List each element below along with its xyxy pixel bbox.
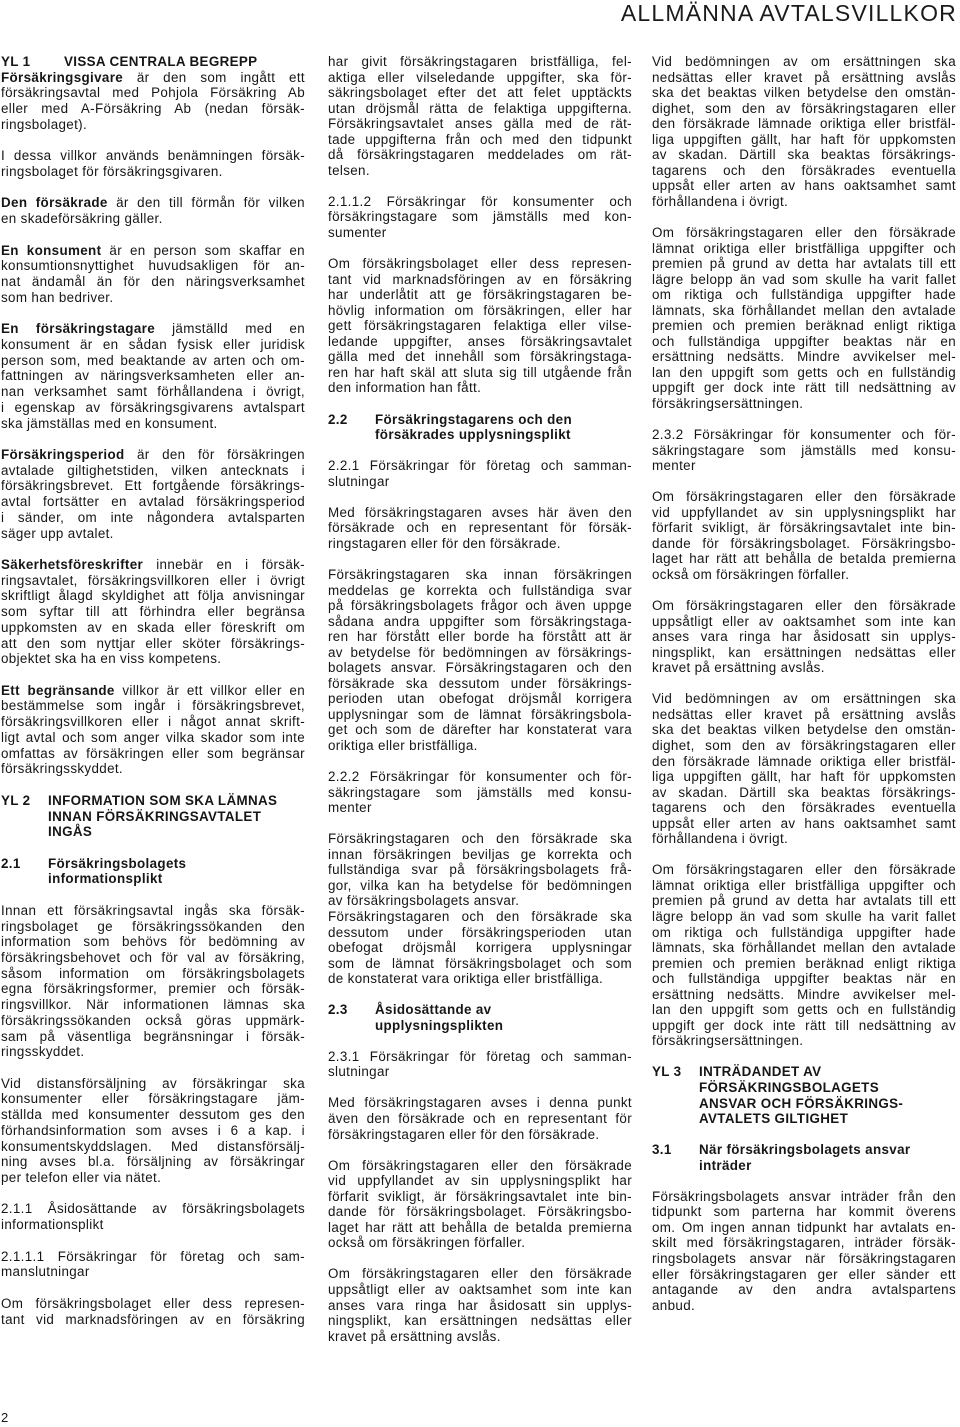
paragraph-line: på försäkringsbolagets frågor och även uppge: [328, 598, 632, 614]
paragraph-line: Vid bedömningen av om ersättningen ska: [652, 54, 956, 69]
paragraph-line: tade uppgifterna från och med den tidpunkt: [328, 131, 632, 147]
paragraph-line: i egenskap av försäkringsgivarens avtalspart: [1, 399, 305, 415]
paragraph-line: tant vid marknadsföringen av en försäkring: [1, 1311, 305, 1327]
paragraph-line: objektet ska ha en viss kompetens.: [1, 651, 222, 667]
paragraph-line: lämnats, ska förhållandet mellan den avtalade: [652, 940, 956, 956]
paragraph-line: avtal fortsätter en avtalad försäkringsperiod: [1, 494, 305, 510]
paragraph: [1, 447, 305, 541]
paragraph-line: sumenter: [328, 225, 387, 240]
paragraph: [1, 1249, 305, 1280]
paragraph: [652, 427, 956, 474]
section-title: [699, 1064, 956, 1126]
paragraph-line: och fullständiga uppgifter beaktas när en: [652, 333, 956, 349]
paragraph-line: [1, 321, 305, 337]
paragraph-line: ska det beaktas vilken betydelse den omstän-: [652, 85, 956, 101]
paragraph-line: som han bedriver.: [1, 289, 114, 305]
paragraph: [328, 458, 632, 489]
paragraph-line: säkringstagare som jämställs med konsu-: [328, 784, 632, 800]
paragraph-line: uppgift ger dock inte rätt till nedsättning av: [652, 380, 956, 396]
paragraph-line: förhållandena i övrigt.: [652, 193, 789, 209]
paragraph-line: ska jämställas med en konsument.: [1, 415, 218, 431]
paragraph-line: försäkrade ska dessutom under försäkrings-: [328, 675, 632, 691]
paragraph-line: ning avses bl.a. försäljning av försäkringar: [1, 1154, 305, 1170]
paragraph-line: ersättning nedsätts. Mindre avvikelser mel-: [652, 986, 956, 1002]
paragraph-line: I dessa villkor används benämningen försäk-: [1, 148, 305, 164]
paragraph-line: per telefon eller via nätet.: [1, 1170, 162, 1186]
paragraph: [328, 505, 632, 552]
paragraph: [652, 225, 956, 412]
paragraph-line: obefogat dröjsmål korrigera upplysningar: [328, 940, 632, 956]
section-title-line: FÖRSÄKRINGSBOLAGETS: [699, 1079, 879, 1095]
paragraph-line: förfarit svikligt, är försäkringsavtalet inte bin-: [652, 520, 956, 536]
paragraph-line: hövlig information om försäkringen, eller har: [328, 302, 632, 318]
section-title: [64, 54, 305, 70]
paragraph-line: dande för försäkringsbolaget. Försäkringsbo-: [328, 1204, 632, 1220]
section-title-line: INGÅS: [48, 824, 93, 840]
paragraph-line: konsumtionsnyttighet huvudsakligen för an-: [1, 258, 305, 274]
defined-term: En konsument: [1, 242, 102, 258]
paragraph-line: aktiga eller vilseledande uppgifter, ska för-: [328, 69, 632, 85]
section-number: YL 3: [652, 1064, 682, 1080]
text-column-middle: [328, 54, 632, 1360]
paragraph-line: Försäkringstagaren ska innan försäkringen: [328, 566, 632, 582]
paragraph-line: Om försäkringstagaren eller den försäkrade: [652, 862, 956, 878]
paragraph-line: försäkrade och en representant för försäk-: [328, 520, 632, 536]
paragraph-line: uppsåt eller arten av hans oaktsamhet samt: [652, 178, 956, 194]
paragraph-line: förfarit svikligt, är försäkringsavtalet inte bin-: [328, 1188, 632, 1204]
paragraph-line: nedsättas eller kravet på ersättning avslås: [652, 706, 956, 722]
paragraph-line: Försäkringstagaren och den försäkrade ska: [328, 908, 632, 924]
paragraph-line: Vid bedömningen av om ersättningen ska: [652, 691, 956, 707]
paragraph-line: upplysningar som de lämnat försäkringsbola-: [328, 706, 632, 722]
paragraph-line: antagande av den andra avtalspartens: [652, 1282, 956, 1298]
paragraph-line: Försäkringstagaren och den försäkrade ska: [328, 831, 632, 847]
paragraph-line: 2.1.1 Åsidosättande av försäkringsbolagets: [1, 1201, 305, 1217]
paragraph-line: att den som nyttjar eller sköter försäkrings-: [1, 635, 305, 651]
paragraph-line: oriktiga eller bristfälliga.: [328, 737, 478, 753]
paragraph-line: liga uppgiften gällt, har haft för uppkomsten: [652, 769, 956, 785]
paragraph-line: försäkringsbehovet och för val av försäkring,: [1, 949, 305, 965]
paragraph-line: Om försäkringstagaren eller den försäkrade: [328, 1157, 632, 1173]
paragraph-line: [1, 195, 305, 211]
paragraph-line: uppgift ger dock inte rätt till nedsättning av: [652, 1017, 956, 1033]
paragraph-line: ningsplikt, kan ersättningen nedsättas eller: [328, 1313, 632, 1329]
paragraph-line: ställda med konsumenter dessutom ges den: [1, 1107, 305, 1123]
paragraph-line: och fullständiga uppgifter beaktas när en: [652, 971, 956, 987]
paragraph-line: 2.2.1 Försäkringar för företag och samman-: [328, 458, 632, 474]
section-title-line: När försäkringsbolagets ansvar: [699, 1142, 911, 1158]
section-title-line: INTRÄDANDET AV: [699, 1064, 822, 1080]
paragraph-line: lämnats, ska förhållandet mellan den avtalade: [652, 302, 956, 318]
paragraph-line: konsumentskyddslagen. Med distansförsälj-: [1, 1138, 305, 1154]
paragraph-line: person som, med beaktande av arten och om-: [1, 352, 305, 368]
paragraph-line: slutningar: [328, 473, 390, 489]
paragraph: [652, 489, 956, 582]
paragraph-line: bolagets ansvar. Försäkringstagaren och den: [328, 660, 632, 676]
paragraph-line: ringsavtalet, försäkringsvillkoren eller i övrigt: [1, 572, 305, 588]
paragraph: [1, 1296, 305, 1327]
paragraph-line: ringsbolaget).: [1, 116, 88, 132]
paragraph-line: också om försäkringen förfaller.: [328, 1235, 526, 1251]
page-number: 2: [1, 1410, 9, 1425]
paragraph-line: nat ändamål än för den näringsverksamhet: [1, 274, 305, 290]
paragraph-line: gor, vilka kan ha betydelse för bedömningen: [328, 877, 632, 893]
defined-term: Försäkringsperiod: [1, 446, 125, 462]
paragraph-line: avtalade giltighetstiden, vilken antecknats i: [1, 462, 305, 478]
definition-text: är den som ingått ett: [123, 69, 305, 85]
paragraph-line: av betydelse för bedömningen av försäkrings-: [328, 644, 632, 660]
section-heading: [328, 1002, 632, 1033]
paragraph-line: 2.3.1 Försäkringar för företag och samman-: [328, 1048, 632, 1064]
section-title: [48, 856, 305, 887]
section-heading: [1, 54, 305, 70]
section-title: [375, 412, 632, 443]
paragraph-line: ledande uppgifter, anses försäkringsavtalet: [328, 333, 632, 349]
paragraph: [328, 194, 632, 241]
paragraph-line: Om försäkringsbolaget eller dess represen-: [1, 1295, 305, 1311]
defined-term: Ett begränsande: [1, 682, 115, 698]
paragraph-line: [1, 243, 305, 259]
paragraph-line: av skadan. Därtill ska beaktas försäkrings-: [652, 784, 956, 800]
defined-term: Säkerhetsföreskrifter: [1, 557, 144, 572]
paragraph-line: har underlåtit att ge försäkringstagaren be-: [328, 287, 632, 303]
paragraph: [328, 1095, 632, 1142]
paragraph-line: dessutom under försäkringsperioden utan: [328, 924, 632, 940]
paragraph-line: egna försäkringsformer, premier och försäk-: [1, 981, 305, 997]
paragraph-line: lämnat oriktiga eller bristfälliga uppgifter och: [652, 240, 956, 256]
paragraph: [652, 862, 956, 1049]
paragraph-line: dande för försäkringsbolaget. Försäkringsbo-: [652, 535, 956, 551]
paragraph-line: 2.3.2 Försäkringar för konsumenter och för-: [652, 427, 956, 443]
paragraph-line: anbud.: [652, 1297, 696, 1313]
paragraph-line: vid uppfyllandet av sin upplysningsplikt har: [652, 504, 956, 520]
paragraph-line: en skadeförsäkring gäller.: [1, 211, 163, 227]
definition-text: är en person som skaffar en: [101, 242, 305, 258]
section-heading: [652, 1142, 956, 1173]
paragraph-line: lan den uppgift som getts och en fullständig: [652, 1002, 956, 1018]
paragraph-line: som de lämnat försäkringsbolaget och som: [328, 955, 632, 971]
paragraph: [1, 683, 305, 777]
section-title: [48, 793, 305, 840]
paragraph-line: vid uppfyllandet av sin upplysningsplikt har: [328, 1173, 632, 1189]
paragraph-line: om riktiga och fullständiga uppgifter hade: [652, 924, 956, 940]
paragraph-line: lan den uppgift som getts och en fullständig: [652, 364, 956, 380]
paragraph-line: anses vara ringa har åsidosatt sin upplys-: [328, 1297, 632, 1313]
definition-text: villkor är ett villkor eller en: [114, 682, 305, 698]
defined-term: Försäkringsgivare: [1, 69, 124, 85]
paragraph-line: premien och premien beräknad enligt riktiga: [652, 955, 956, 971]
text-column-left: [1, 54, 305, 1343]
paragraph-line: premien och premien beräknad enligt riktiga: [652, 318, 956, 334]
paragraph-line: get och som de därefter har konstaterat vara: [328, 722, 632, 738]
paragraph-line: Om försäkringstagaren eller den försäkrade: [328, 1266, 632, 1282]
paragraph-line: tidpunkt som parterna har kommit överens: [652, 1204, 956, 1220]
paragraph: [1, 557, 305, 667]
paragraph: [1, 243, 305, 306]
paragraph-line: utan dröjsmål rätta de felaktiga uppgifterna.: [328, 100, 632, 116]
paragraph-line: liga uppgiften gällt, har haft för uppkomsten: [652, 131, 956, 147]
paragraph-line: slutningar: [328, 1064, 390, 1080]
paragraph-line: ren har haft skäl att sluta sig till utgående från: [328, 364, 632, 380]
paragraph-line: Försäkringsbolagets ansvar inträder från den: [652, 1188, 956, 1204]
paragraph-line: eller med A-Försäkring Ab (nedan försäk-: [1, 101, 305, 117]
paragraph-line: premien på grund av detta har avtalats till ett: [652, 893, 956, 909]
paragraph: [1, 1201, 305, 1232]
definition-text: är den till förmån för vilken: [107, 195, 305, 211]
section-number: 3.1: [652, 1142, 672, 1158]
paragraph-line: skilt med försäkringstagaren, inträder försäk-: [652, 1235, 956, 1251]
section-heading: [1, 793, 305, 840]
paragraph-line: ligt avtal och som anger vilka skador som inte: [1, 729, 305, 745]
paragraph: [1, 1076, 305, 1186]
paragraph-line: 2.1.1.2 Försäkringar för konsumenter och: [328, 193, 632, 209]
section-title-line: ANSVAR OCH FÖRSÄKRINGS-: [699, 1095, 904, 1111]
paragraph-line: [1, 447, 305, 463]
section-title-line: VISSA CENTRALA BEGREPP: [64, 54, 258, 69]
paragraph-line: laget har rätt att behålla de betalda premierna: [328, 1219, 632, 1235]
paragraph-line: uppsåtligt eller av oaktsamhet som inte kan: [652, 613, 956, 629]
paragraph-line: eller försäkringstagaren ger eller sänder ett: [652, 1266, 956, 1282]
section-heading: [328, 412, 632, 443]
section-title: [699, 1142, 956, 1173]
paragraph-line: tant vid marknadsföringen av en försäkring: [328, 271, 632, 287]
paragraph-line: som syftar till att förhindra eller begränsa: [1, 604, 305, 620]
paragraph-line: konsumenter eller försäkringstagare jäm-: [1, 1091, 305, 1107]
definition-text: jämställd med en: [155, 321, 305, 337]
paragraph-line: lämnat oriktiga eller bristfälliga uppgifter och: [652, 877, 956, 893]
paragraph-line: ringstagaren eller för den försäkrade.: [328, 535, 561, 551]
page-title: ALLMÄNNA AVTALSVILLKOR: [620, 0, 957, 26]
paragraph-line: konsument är en sådan fysisk eller juridisk: [1, 336, 305, 352]
paragraph: [1, 195, 305, 226]
text-column-right: [652, 54, 956, 1329]
paragraph-line: av skadan. Därtill ska beaktas försäkrings-: [652, 147, 956, 163]
paragraph-line: såsom information om försäkringsbolagets: [1, 965, 305, 981]
paragraph-line: har givit försäkringstagaren bristfälliga, fel-: [328, 54, 632, 69]
section-number: YL 2: [1, 792, 31, 808]
paragraph-line: nan verksamhet samt förhållandena i övrigt,: [1, 384, 305, 400]
paragraph-line: Med försäkringstagaren avses här även den: [328, 504, 632, 520]
paragraph-line: meddelas ge korrekta och fullständiga svar: [328, 582, 632, 598]
paragraph-line: Innan ett försäkringsavtal ingås ska försäk-: [1, 902, 305, 918]
paragraph-line: försäkringsvillkoren eller i något annat skrift-: [1, 714, 305, 730]
section-title-line: AVTALETS GILTIGHET: [699, 1111, 849, 1127]
paragraph: [652, 598, 956, 676]
paragraph-line: dighet, som den av försäkringstagaren eller: [652, 100, 956, 116]
paragraph-line: manslutningar: [1, 1264, 90, 1280]
section-title-line: informationsplikt: [48, 871, 163, 887]
paragraph: [328, 1266, 632, 1344]
paragraph-line: 2.2.2 Försäkringar för konsumenter och för-: [328, 769, 632, 785]
paragraph-line: den försäkrade lämnade oriktiga eller bristfäl-: [652, 753, 956, 769]
paragraph-line: [1, 70, 305, 86]
paragraph-line: nedsättas eller kravet på ersättning avslås: [652, 69, 956, 85]
paragraph-line: telsen.: [328, 162, 370, 178]
section-number: 2.2: [328, 411, 348, 427]
paragraph-line: försäkringssökanden också göras uppmärk-: [1, 1012, 305, 1028]
paragraph-line: uppsåtligt eller av oaktsamhet som inte kan: [328, 1282, 632, 1297]
paragraph: [328, 1158, 632, 1251]
paragraph-line: förhållandena i övrigt.: [652, 831, 789, 847]
section-heading: [1, 856, 305, 887]
paragraph-line: uppsåt eller arten av hans oaktsamhet samt: [652, 815, 956, 831]
paragraph: [328, 769, 632, 816]
paragraph-line: säkringsbolaget efter det att felet upptäckts: [328, 85, 632, 101]
section-title: [375, 1002, 632, 1033]
paragraph-line: försäkringsavtal med Pohjola Försäkring Ab: [1, 85, 305, 101]
paragraph-line: skriftligt ålagd skyldighet att följa anvisningar: [1, 588, 305, 604]
section-heading: [652, 1064, 956, 1126]
paragraph-line: ringsbolagets ansvar när försäkringstagaren: [652, 1250, 956, 1266]
paragraph-line: menter: [328, 800, 372, 816]
paragraph-line: de konstaterat vara oriktiga eller bristfälliga.: [328, 971, 604, 987]
paragraph: [1, 70, 305, 133]
section-number: 2.3: [328, 1002, 348, 1018]
paragraph-line: uppkomsten av en skada eller föreskrift om: [1, 619, 305, 635]
paragraph-line: kravet på ersättning avslås.: [328, 1328, 501, 1344]
paragraph-line: lägre belopp än vad som skulle ha varit fallet: [652, 271, 956, 287]
paragraph: [1, 321, 305, 431]
paragraph-line: ringsbolaget för försäkringsgivaren.: [1, 164, 223, 180]
paragraph-line: även den försäkrade och en representant för: [328, 1111, 632, 1127]
paragraph-line: information som behövs för bedömning av: [1, 934, 305, 950]
paragraph-line: fullständiga svar på försäkringsbolagets frå-: [328, 862, 632, 878]
paragraph: [1, 903, 305, 1060]
paragraph-line: lägre belopp än vad som skulle ha varit fallet: [652, 908, 956, 924]
paragraph-line: försäkringstagare som jämställs med kon-: [328, 209, 632, 225]
defined-term: En försäkringstagare: [1, 321, 155, 337]
paragraph-line: ringsbolaget ge försäkringssökanden den: [1, 918, 305, 934]
section-title-line: INFORMATION SOM SKA LÄMNAS: [48, 792, 278, 808]
paragraph-line: förhandsinformation som avses i 6 a kap. i: [1, 1122, 305, 1138]
paragraph-line: säger upp avtalet.: [1, 525, 114, 541]
paragraph-line: av försäkringsbolagets ansvar.: [328, 893, 520, 909]
paragraph-line: försäkringstagaren eller för den försäkrade.: [328, 1126, 600, 1142]
section-title-line: inträder: [699, 1157, 752, 1173]
paragraph-line: fattningen av näringsverksamheten eller an-: [1, 368, 305, 384]
definition-text: innebär en i försäk-: [143, 557, 305, 572]
paragraph-line: dighet, som den av försäkringstagaren eller: [652, 737, 956, 753]
paragraph-line: Om försäkringstagaren eller den försäkrade: [652, 598, 956, 614]
paragraph: [652, 1189, 956, 1313]
paragraph-line: Vid distansförsäljning av försäkringar ska: [1, 1075, 305, 1091]
paragraph: [328, 256, 632, 396]
section-title-line: försäkrades upplysningsplikt: [375, 427, 571, 443]
paragraph: [328, 567, 632, 754]
paragraph: [652, 691, 956, 846]
paragraph: [1, 148, 305, 179]
section-title-line: Åsidosättande av: [375, 1002, 492, 1018]
section-number: YL 1: [1, 54, 31, 69]
paragraph-line: Försäkringsavtalet anses gälla med de rät-: [328, 116, 632, 132]
section-number: 2.1: [1, 855, 21, 871]
paragraph: [328, 831, 632, 909]
paragraph-line: omfattas av försäkringen eller som begränsar: [1, 745, 305, 761]
paragraph-line: den försäkrade lämnade oriktiga eller bristfäl-: [652, 116, 956, 132]
paragraph-line: [1, 557, 305, 573]
paragraph-line: menter: [652, 458, 696, 474]
paragraph-line: försäkringsersättningen.: [652, 396, 804, 412]
paragraph-line: ringsskyddet.: [1, 1044, 85, 1060]
paragraph-line: gälla med det innehåll som försäkringstaga-: [328, 349, 632, 365]
section-title-line: Försäkringstagarens och den: [375, 411, 572, 427]
paragraph-line: anses vara ringa har åsidosatt sin upplys-: [652, 629, 956, 645]
paragraph-line: den information han fått.: [328, 380, 482, 396]
definition-text: är den för försäkringen: [124, 446, 305, 462]
paragraph-line: då försäkringstagaren meddelades om rät-: [328, 147, 632, 163]
paragraph: [328, 54, 632, 178]
paragraph: [652, 54, 956, 209]
paragraph-line: ningsplikt, kan ersättningen nedsättas eller: [652, 644, 956, 660]
section-title-line: INNAN FÖRSÄKRINGSAVTALET: [48, 808, 262, 824]
paragraph-line: tagarens och den försäkrades eventuella: [652, 162, 956, 178]
paragraph-line: informationsplikt: [1, 1217, 104, 1233]
paragraph-line: innan försäkringen beviljas ge korrekta och: [328, 846, 632, 862]
paragraph-line: försäkringsskyddet.: [1, 761, 124, 777]
paragraph-line: gett försäkringstagaren felaktiga eller vilse-: [328, 318, 632, 334]
paragraph-line: om. Om ingen annan tidpunkt har avtalats en-: [652, 1219, 956, 1235]
paragraph-line: ringsvillkor. När informationen lämnas ska: [1, 997, 305, 1013]
paragraph-line: om riktiga och fullständiga uppgifter hade: [652, 287, 956, 303]
paragraph-line: [1, 683, 305, 699]
paragraph-line: Om försäkringstagaren eller den försäkrade: [652, 225, 956, 240]
paragraph-line: säkringstagare som jämställs med konsu-: [652, 442, 956, 458]
paragraph-line: Med försäkringstagaren avses i denna punkt: [328, 1095, 632, 1111]
paragraph-line: perioden utan obefogat dröjsmål korrigera: [328, 691, 632, 707]
paragraph-line: Om försäkringstagaren eller den försäkrade: [652, 489, 956, 505]
paragraph-line: Om försäkringsbolaget eller dess represen-: [328, 256, 632, 272]
paragraph-line: premien på grund av detta har avtalats till ett: [652, 256, 956, 272]
section-title-line: Försäkringsbolagets: [48, 855, 187, 871]
paragraph-line: kravet på ersättning avslås.: [652, 660, 825, 676]
paragraph-line: bestämmelse som ingår i försäkringsbrevet,: [1, 698, 305, 714]
paragraph-line: ren har förstått eller borde ha förstått att är: [328, 629, 632, 645]
paragraph-line: i sänder, om inte någondera avtalsparten: [1, 509, 305, 525]
paragraph-line: försäkringsbrevet. Ett fortgående försäkrings-: [1, 478, 305, 494]
paragraph-line: 2.1.1.1 Försäkringar för företag och sam-: [1, 1248, 305, 1264]
paragraph-line: sådana andra uppgifter som försäkringstaga-: [328, 613, 632, 629]
defined-term: Den försäkrade: [1, 195, 108, 211]
paragraph: [328, 1049, 632, 1080]
paragraph-line: laget har rätt att behålla de betalda premierna: [652, 551, 956, 567]
paragraph-line: sam på väsentliga begränsningar i försäk-: [1, 1028, 305, 1044]
paragraph-line: försäkringsersättningen.: [652, 1033, 804, 1049]
section-title-line: upplysningsplikten: [375, 1017, 504, 1033]
paragraph-line: tagarens och den försäkrades eventuella: [652, 800, 956, 816]
paragraph-line: ersättning nedsätts. Mindre avvikelser mel-: [652, 349, 956, 365]
paragraph: [328, 909, 632, 987]
paragraph-line: också om försäkringen förfaller.: [652, 567, 850, 582]
paragraph-line: ska det beaktas vilken betydelse den omstän-: [652, 722, 956, 738]
